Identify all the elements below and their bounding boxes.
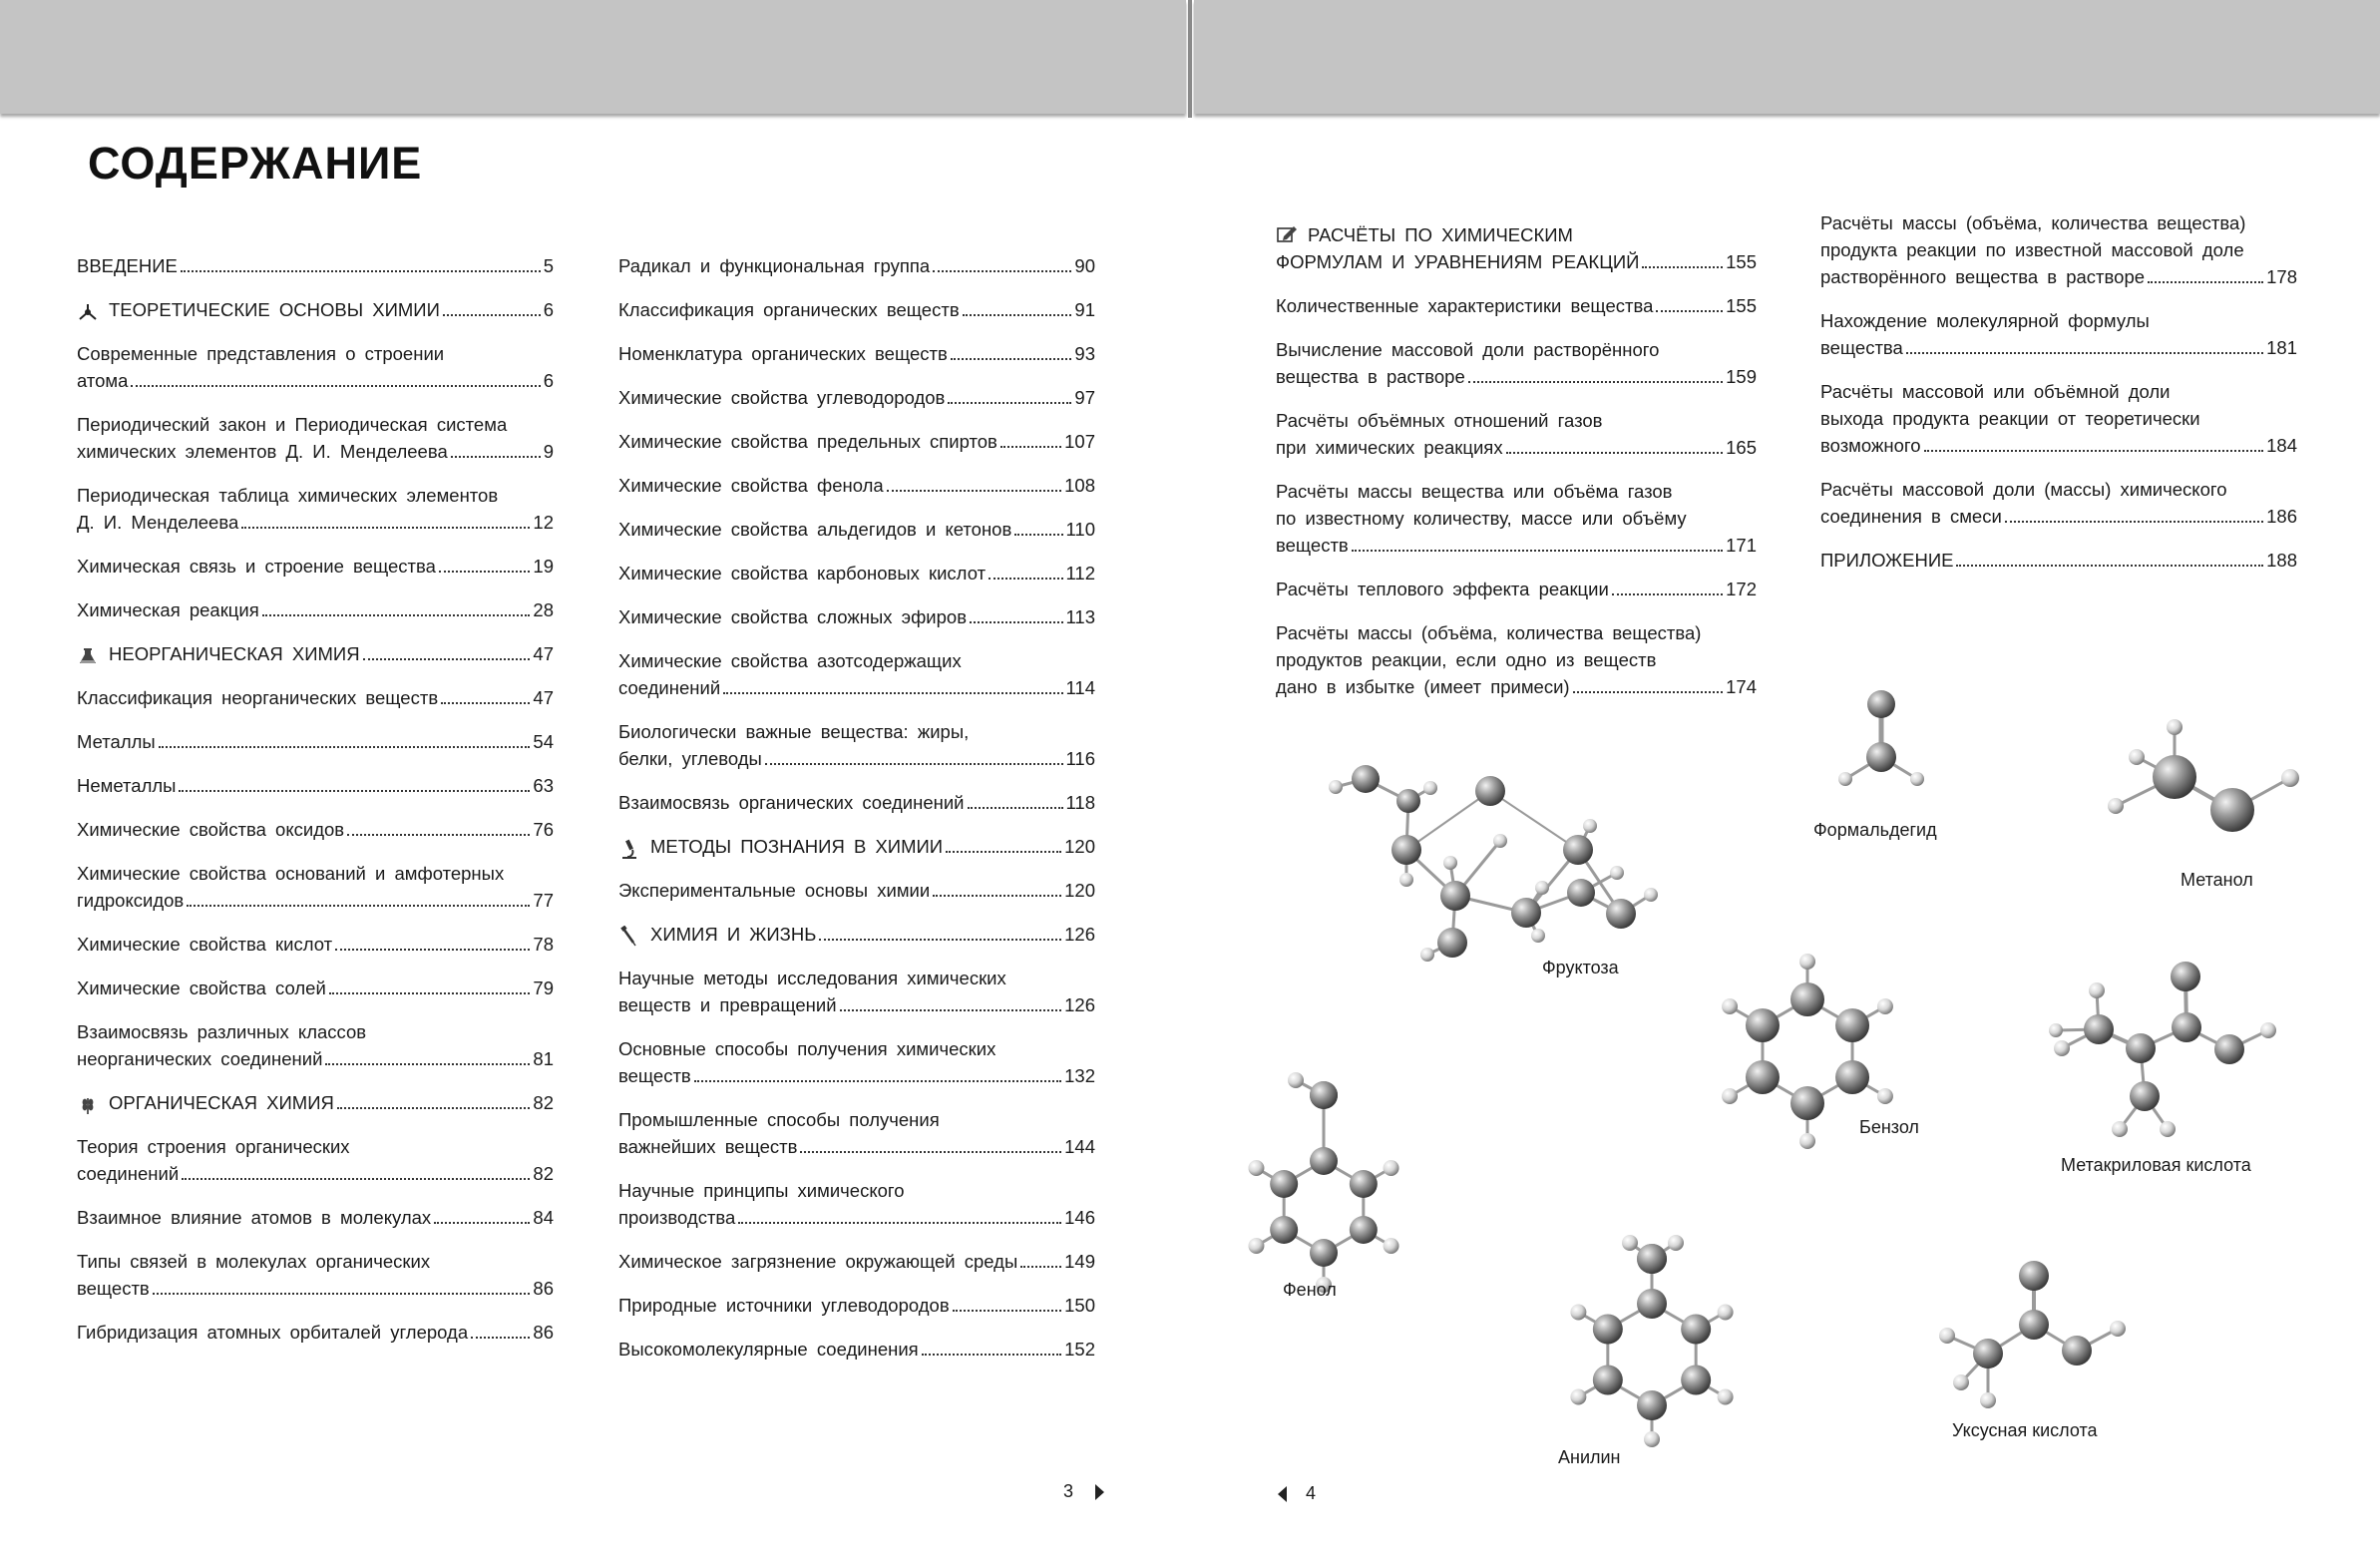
heavy-atom: [1350, 1216, 1378, 1244]
heavy-atom: [1866, 742, 1896, 772]
toc-entry-text: продуктов реакции, если одно из веществ: [1276, 649, 1657, 670]
hydrogen-atom: [1644, 1431, 1660, 1447]
toc-entry-text: Промышленные способы получения: [618, 1109, 940, 1130]
toc-entry-text: соединений: [618, 677, 721, 698]
hydrogen-atom: [1443, 856, 1457, 870]
toc-page-number: 54: [533, 731, 554, 752]
toc-page-number: 155: [1726, 251, 1757, 272]
heavy-atom: [1835, 1008, 1869, 1042]
toc-entry-text: неорганических соединений: [77, 1048, 323, 1069]
heavy-atom: [2130, 1081, 2160, 1111]
hydrogen-atom: [1939, 1328, 1955, 1344]
heavy-atom: [2171, 962, 2200, 991]
heavy-atom: [1790, 1086, 1824, 1120]
toc-entry-text: Классификация органических веществ: [618, 299, 960, 320]
hydrogen-atom: [1718, 1389, 1734, 1405]
hydrogen-atom: [2089, 982, 2105, 998]
toc-page-number: 5: [543, 255, 554, 276]
toc-entry-text: Классификация неорганических веществ: [77, 687, 439, 708]
toc-page-number: 82: [533, 1092, 554, 1113]
hydrogen-atom: [1722, 1088, 1738, 1104]
toc-entry-text: Химические свойства оснований и амфотерных: [77, 863, 505, 884]
hydrogen-atom: [1838, 772, 1852, 786]
hydrogen-atom: [1877, 1088, 1893, 1104]
heavy-atom: [1310, 1147, 1338, 1175]
label-methanol: Метанол: [2181, 870, 2253, 890]
toc-entry-text: Расчёты массовой доли (массы) химического: [1820, 479, 2227, 500]
toc-entry-text: выхода продукта реакции от теоретически: [1820, 408, 2200, 429]
heavy-atom: [1593, 1366, 1623, 1395]
toc-page-number: 172: [1726, 579, 1757, 599]
hydrogen-atom: [1493, 834, 1507, 848]
toc-entry-text: Химические свойства альдегидов и кетонов: [618, 519, 1012, 540]
hydrogen-atom: [1248, 1238, 1264, 1254]
toc-entry-text: Основные способы получения химических: [618, 1038, 996, 1059]
toc-entry-text: Периодическая таблица химических элементов: [77, 485, 499, 506]
heavy-atom: [1637, 1390, 1667, 1420]
hydrogen-atom: [1570, 1305, 1586, 1321]
toc-page-number: 47: [533, 687, 554, 708]
hydrogen-atom: [2160, 1121, 2176, 1137]
toc-page-number: 91: [1074, 299, 1095, 320]
toc-page-number: 108: [1064, 475, 1095, 496]
toc-entry-text: Радикал и функциональная группа: [618, 255, 931, 276]
toc-page-number: 90: [1074, 255, 1095, 276]
toc-entry-text: веществ: [618, 1065, 691, 1086]
heavy-atom: [1681, 1315, 1711, 1345]
hydrogen-atom: [2108, 798, 2124, 814]
toc-page-number: 97: [1074, 387, 1095, 408]
page-number-right: 4: [1306, 1483, 1317, 1503]
toc-entry-text: производства: [618, 1207, 736, 1228]
toc-page-number: 86: [533, 1278, 554, 1299]
toc-page-number: 186: [2266, 506, 2297, 527]
toc-entry-text: Количественные характеристики вещества: [1276, 295, 1654, 316]
toc-entry-text: Химические свойства азотсодержащих: [618, 650, 962, 671]
heavy-atom: [1790, 982, 1824, 1016]
hydrogen-atom: [2110, 1321, 2126, 1337]
hydrogen-atom: [1799, 954, 1815, 970]
toc-page-number: 107: [1064, 431, 1095, 452]
toc-page-number: 149: [1064, 1251, 1095, 1272]
heavy-atom: [1746, 1008, 1780, 1042]
toc-entry-text: Химическая реакция: [77, 599, 259, 620]
heavy-atom: [2084, 1014, 2114, 1044]
toc-entry-text: важнейших веществ: [618, 1136, 798, 1157]
toc-entry-text: белки, углеводы: [618, 748, 762, 769]
heavy-atom: [2126, 1033, 2156, 1063]
toc-page-number: 6: [543, 299, 554, 320]
toc-entry-text: Химические свойства кислот: [77, 934, 333, 955]
toc-page-number: 114: [1065, 677, 1095, 698]
toc-entry-text: при химических реакциях: [1276, 437, 1503, 458]
toc-entry-text: Нахождение молекулярной формулы: [1820, 310, 2150, 331]
toc-entry-text: Научные принципы химического: [618, 1180, 905, 1201]
heavy-atom: [1437, 928, 1467, 958]
toc-entry-text: Химическое загрязнение окружающей среды: [618, 1251, 1018, 1272]
heavy-atom: [2172, 1012, 2201, 1042]
toc-page-number: 126: [1064, 924, 1095, 945]
toc-entry-text: веществ: [1276, 535, 1349, 556]
toc-entry-text: веществ: [77, 1278, 150, 1299]
toc-entry-text: растворённого вещества в растворе: [1820, 266, 2146, 287]
toc-entry-text: Взаимное влияние атомов в молекулах: [77, 1207, 432, 1228]
page-number-left: 3: [1063, 1481, 1074, 1501]
hydrogen-atom: [1570, 1389, 1586, 1405]
toc-entry-text: Химические свойства углеводородов: [618, 387, 946, 408]
toc-entry-text: РАСЧЁТЫ ПО ХИМИЧЕСКИМ: [1308, 224, 1573, 245]
label-benzene: Бензол: [1859, 1117, 1919, 1137]
toc-entry-text: Экспериментальные основы химии: [618, 880, 931, 901]
toc-page-number: 178: [2266, 266, 2297, 287]
hydrogen-atom: [1718, 1305, 1734, 1321]
heavy-atom: [2210, 788, 2254, 832]
toc-page-number: 171: [1726, 535, 1757, 556]
heavy-atom: [2019, 1310, 2049, 1340]
heavy-atom: [1637, 1244, 1667, 1274]
toc-entry-text: атома: [77, 370, 129, 391]
label-aniline: Анилин: [1558, 1447, 1621, 1467]
hydrogen-atom: [1644, 888, 1658, 902]
toc-entry-text: ФОРМУЛАМ И УРАВНЕНИЯМ РЕАКЦИЙ: [1276, 251, 1640, 272]
toc-page-number: 174: [1726, 676, 1757, 697]
heavy-atom: [2062, 1336, 2092, 1366]
hydrogen-atom: [1420, 948, 1434, 962]
heavy-atom: [1867, 690, 1895, 718]
toc-page-number: 28: [533, 599, 554, 620]
toc-entry-text: Современные представления о строении: [77, 343, 445, 364]
hydrogen-atom: [1622, 1235, 1638, 1251]
toc-entry-text: ПРИЛОЖЕНИЕ: [1820, 550, 1954, 571]
toc-page-number: 79: [533, 977, 554, 998]
toc-entry-text: химических элементов Д. И. Менделеева: [77, 441, 448, 462]
toc-entry-text: Химические свойства сложных эфиров: [618, 606, 968, 627]
toc-page-number: 116: [1065, 748, 1095, 769]
toc-entry-text: Расчёты теплового эффекта реакции: [1276, 579, 1609, 599]
toc-entry-text: Высокомолекулярные соединения: [618, 1339, 919, 1360]
hydrogen-atom: [1399, 873, 1413, 887]
label-phenol: Фенол: [1283, 1280, 1337, 1300]
toc-page-number: 144: [1064, 1136, 1095, 1157]
toc-entry-text: ОРГАНИЧЕСКАЯ ХИМИЯ: [109, 1092, 334, 1113]
heavy-atom: [1396, 789, 1420, 813]
hydrogen-atom: [1910, 772, 1924, 786]
toc-entry-text: ВВЕДЕНИЕ: [77, 255, 178, 276]
toc-entry-text: Химические свойства фенола: [618, 475, 884, 496]
toc-page-number: 146: [1064, 1207, 1095, 1228]
toc-page-number: 93: [1074, 343, 1095, 364]
hydrogen-atom: [1610, 866, 1624, 880]
hydrogen-atom: [2281, 769, 2299, 787]
toc-page-number: 112: [1065, 563, 1095, 584]
heavy-atom: [1475, 776, 1505, 806]
hydrogen-atom: [1384, 1160, 1399, 1176]
hydrogen-atom: [1535, 881, 1549, 895]
toc-page-number: 6: [543, 370, 554, 391]
hydrogen-atom: [1668, 1235, 1684, 1251]
toc-page-number: 159: [1726, 366, 1757, 387]
toc-page-number: 150: [1064, 1295, 1095, 1316]
toc-entry-text: Расчёты массовой или объёмной доли: [1820, 381, 2171, 402]
toc-entry-text: Химические свойства карбоновых кислот: [618, 563, 987, 584]
heavy-atom: [1310, 1081, 1338, 1109]
toc-entry-text: Взаимосвязь различных классов: [77, 1021, 367, 1042]
heavy-atom: [2019, 1261, 2049, 1291]
heavy-atom: [1563, 835, 1593, 865]
toc-entry-text: Химические свойства солей: [77, 977, 326, 998]
toc-page-number: 47: [533, 643, 554, 664]
label-formaldehyde: Формальдегид: [1813, 820, 1937, 840]
hydrogen-atom: [2049, 1023, 2063, 1037]
toc-entry-text: ТЕОРЕТИЧЕСКИЕ ОСНОВЫ ХИМИИ: [109, 299, 440, 320]
toc-entry-text: Металлы: [77, 731, 156, 752]
toc-page-number: 110: [1065, 519, 1095, 540]
hydrogen-atom: [2167, 719, 2182, 735]
heavy-atom: [1352, 765, 1380, 793]
heavy-atom: [2214, 1034, 2244, 1064]
toc-page-number: 78: [533, 934, 554, 955]
toc-entry-text: Расчёты массы (объёма, количества вещества): [1276, 622, 1702, 643]
heavy-atom: [1440, 881, 1470, 911]
toc-entry-text: Научные методы исследования химических: [618, 968, 1006, 988]
toc-page-number: 132: [1064, 1065, 1095, 1086]
label-methacrylic: Метакриловая кислота: [2061, 1155, 2251, 1175]
toc-page-number: 76: [533, 819, 554, 840]
hydrogen-atom: [1953, 1374, 1969, 1390]
toc-entry-text: возможного: [1820, 435, 1921, 456]
hydrogen-atom: [1799, 1133, 1815, 1149]
hydrogen-atom: [1722, 998, 1738, 1014]
toc-entry-text: Природные источники углеводородов: [618, 1295, 950, 1316]
toc-page-number: 63: [533, 775, 554, 796]
toc-page-number: 113: [1065, 606, 1095, 627]
toc-page-number: 84: [533, 1207, 554, 1228]
toc-entry-text: ХИМИЯ И ЖИЗНЬ: [650, 924, 817, 945]
toc-entry-text: Расчёты объёмных отношений газов: [1276, 410, 1603, 431]
toc-entry-text: Расчёты массы (объёма, количества вещества): [1820, 212, 2246, 233]
hydrogen-atom: [1531, 929, 1545, 943]
hydrogen-atom: [1288, 1072, 1304, 1088]
heavy-atom: [1270, 1216, 1298, 1244]
toc-page-number: 120: [1064, 836, 1095, 857]
toc-page-number: 184: [2266, 435, 2297, 456]
heavy-atom: [1835, 1060, 1869, 1094]
hydrogen-atom: [2054, 1040, 2070, 1056]
toc-entry-text: соединений: [77, 1163, 180, 1184]
heavy-atom: [1637, 1289, 1667, 1319]
toc-page-number: 19: [533, 556, 554, 577]
hydrogen-atom: [1329, 780, 1343, 794]
hydrogen-atom: [1423, 781, 1437, 795]
toc-page-number: 152: [1064, 1339, 1095, 1360]
toc-entry-text: Вычисление массовой доли растворённого: [1276, 339, 1660, 360]
toc-entry-text: Типы связей в молекулах органических: [77, 1251, 431, 1272]
toc-entry-text: Д. И. Менделеева: [77, 512, 239, 533]
toc-entry-text: Периодический закон и Периодическая система: [77, 414, 508, 435]
toc-page-number: 155: [1726, 295, 1757, 316]
toc-page-number: 12: [533, 512, 554, 533]
toc-entry-text: Химические свойства предельных спиртов: [618, 431, 997, 452]
toc-entry-text: Гибридизация атомных орбиталей углерода: [77, 1322, 469, 1343]
toc-entry-text: дано в избытке (имеет примеси): [1276, 676, 1570, 697]
toc-entry-text: МЕТОДЫ ПОЗНАНИЯ В ХИМИИ: [650, 836, 944, 857]
toc-entry-text: гидроксидов: [77, 890, 185, 911]
toc-entry-text: Теория строения органических: [77, 1136, 350, 1157]
heavy-atom: [1681, 1366, 1711, 1395]
heavy-atom: [2153, 755, 2196, 799]
toc-page-number: 188: [2266, 550, 2297, 571]
toc-page-number: 120: [1064, 880, 1095, 901]
toc-entry-text: Химическая связь и строение вещества: [77, 556, 436, 577]
toc-entry-text: по известному количеству, массе или объёму: [1276, 508, 1687, 529]
heavy-atom: [1511, 898, 1541, 928]
label-fructose: Фруктоза: [1542, 958, 1619, 977]
hydrogen-atom: [2129, 749, 2145, 765]
toc-page-number: 82: [533, 1163, 554, 1184]
toc-entry-text: вещества: [1820, 337, 1903, 358]
toc-page-number: 181: [2266, 337, 2297, 358]
hydrogen-atom: [1980, 1392, 1996, 1408]
heavy-atom: [1973, 1339, 2003, 1368]
toc-entry-text: Расчёты массы вещества или объёма газов: [1276, 481, 1673, 502]
toc-entry-text: Химические свойства оксидов: [77, 819, 345, 840]
toc-page-number: 165: [1726, 437, 1757, 458]
hydrogen-atom: [1877, 998, 1893, 1014]
hydrogen-atom: [2260, 1022, 2276, 1038]
heavy-atom: [1350, 1170, 1378, 1198]
hydrogen-atom: [1583, 819, 1597, 833]
page-title: СОДЕРЖАНИЕ: [88, 138, 423, 189]
toc-page-number: 81: [533, 1048, 554, 1069]
toc-entry-text: вещества в растворе: [1276, 366, 1465, 387]
toc-page-number: 77: [533, 890, 554, 911]
hydrogen-atom: [1248, 1160, 1264, 1176]
heavy-atom: [1270, 1170, 1298, 1198]
toc-page-number: 126: [1064, 994, 1095, 1015]
heavy-atom: [1567, 879, 1595, 907]
toc-entry-text: Неметаллы: [77, 775, 177, 796]
toc-entry-text: Биологически важные вещества: жиры,: [618, 721, 970, 742]
hydrogen-atom: [2112, 1121, 2128, 1137]
toc-entry-text: веществ и превращений: [618, 994, 837, 1015]
label-acetic: Уксусная кислота: [1952, 1420, 2098, 1440]
toc-page-number: 9: [543, 441, 554, 462]
heavy-atom: [1391, 835, 1421, 865]
toc-page-number: 86: [533, 1322, 554, 1343]
heavy-atom: [1606, 899, 1636, 929]
heavy-atom: [1746, 1060, 1780, 1094]
toc-entry-text: Взаимосвязь органических соединений: [618, 792, 965, 813]
toc-entry-text: Номенклатура органических веществ: [618, 343, 948, 364]
toc-entry-text: НЕОРГАНИЧЕСКАЯ ХИМИЯ: [109, 643, 360, 664]
hydrogen-atom: [1384, 1238, 1399, 1254]
heavy-atom: [1310, 1239, 1338, 1267]
toc-entry-text: продукта реакции по известной массовой доле: [1820, 239, 2244, 260]
heavy-atom: [1593, 1315, 1623, 1345]
toc-entry-text: соединения в смеси: [1820, 506, 2002, 527]
toc-page-number: 118: [1065, 792, 1095, 813]
